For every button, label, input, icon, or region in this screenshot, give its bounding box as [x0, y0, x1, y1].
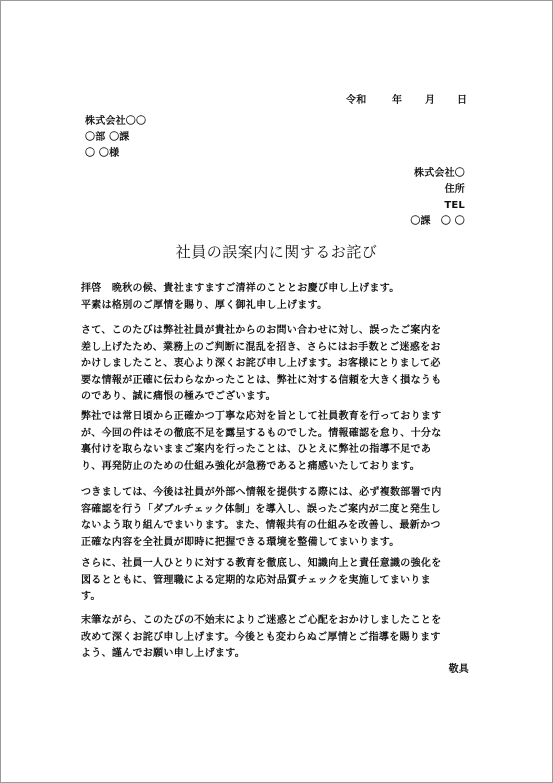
body-line: 末筆ながら、このたびの不始末によりご迷惑とご心配をおかけしましたことを: [81, 615, 442, 626]
body-line: ないよう取り組んでまいります。また、情報共有の仕組みを改善し、最新かつ: [81, 520, 441, 531]
closing-keigu: 敬具: [448, 664, 469, 675]
recipient-company: 株式会社〇〇: [85, 116, 147, 127]
paragraph-cause: [81, 409, 481, 475]
body-line: す。: [81, 591, 101, 602]
body-line: さらに、社員一人ひとりに対する教育を徹底し、知識向上と責任意識の強化を: [81, 558, 442, 569]
date-day: 日: [457, 95, 468, 106]
body-line: つきましては、今後は社員が外部へ情報を提供する際には、必ず複数部署で内: [81, 487, 442, 498]
date-month: 月: [425, 95, 436, 106]
date-era: 令和: [346, 95, 367, 106]
body-line: 弊社では常日頃から正確かつ丁寧な応対を旨として社員教育を行っております: [81, 411, 442, 422]
body-line: 正確な内容を全社員が即時に把握できる環境を整備してまいります。: [81, 536, 400, 548]
document-title: 社員の誤案内に関するお詫び: [175, 243, 378, 261]
paragraph-closing: [81, 613, 481, 663]
body-line: り、再発防止のための仕組み強化が急務であると痛感いたしております。: [81, 460, 421, 472]
body-line: 差し上げたため、業務上のご判断に混乱を招き、さらにはお手数とご迷惑をお: [81, 341, 441, 353]
sender-address: 住所: [444, 184, 465, 195]
body-line: 拝啓 晩秋の候、貴社ますますご清祥のこととお慶び申し上げます。: [81, 283, 400, 294]
body-line: が、今回の件はその徹底不足を露呈するものでした。情報確認を怠り、十分な: [81, 427, 442, 439]
paragraph-education: [81, 556, 481, 606]
paragraph-apology: [81, 323, 481, 406]
body-line: 要な情報が正確に伝わらなかったことは、弊社に対する信頼を大きく損なうも: [81, 374, 442, 386]
sender-company: 株式会社〇: [414, 168, 465, 179]
body-line: 図るとともに、管理職による定期的な応対品質チェックを実施してまいりま: [81, 574, 431, 586]
recipient-person: 〇 〇様: [85, 148, 120, 159]
body-line: 容確認を行う「ダブルチェック体制」を導入し、誤ったご案内が二度と発生し: [81, 503, 441, 515]
recipient-department: 〇部 〇課: [85, 132, 130, 143]
body-line: かけしましたこと、衷心より深くお詫び申し上げます。お客様にとりまして必: [81, 358, 441, 369]
body-line: 改めて深くお詫び申し上げます。今後とも変わらぬご厚情とご指導を賜ります: [81, 631, 441, 643]
paragraph-greeting: [81, 281, 481, 314]
body-line: 平素は格別のご厚情を賜り、厚く御礼申し上げます。: [81, 299, 328, 311]
date-year: 年: [392, 95, 403, 106]
body-line: よう、謹んでお願い申し上げます。: [81, 648, 245, 659]
sender-person: 〇課 〇 〇: [410, 216, 465, 227]
body-line: のであり、誠に痛恨の極みでございます。: [81, 391, 276, 402]
body-line: 裏付けを取らないままご案内を行ったことは、ひとえに弊社の指導不足であ: [81, 444, 432, 455]
body-line: さて、このたびは弊社社員が貴社からのお問い合わせに対し、誤ったご案内を: [81, 325, 442, 336]
sender-tel: TEL: [444, 200, 465, 211]
paragraph-measures: [81, 485, 481, 551]
